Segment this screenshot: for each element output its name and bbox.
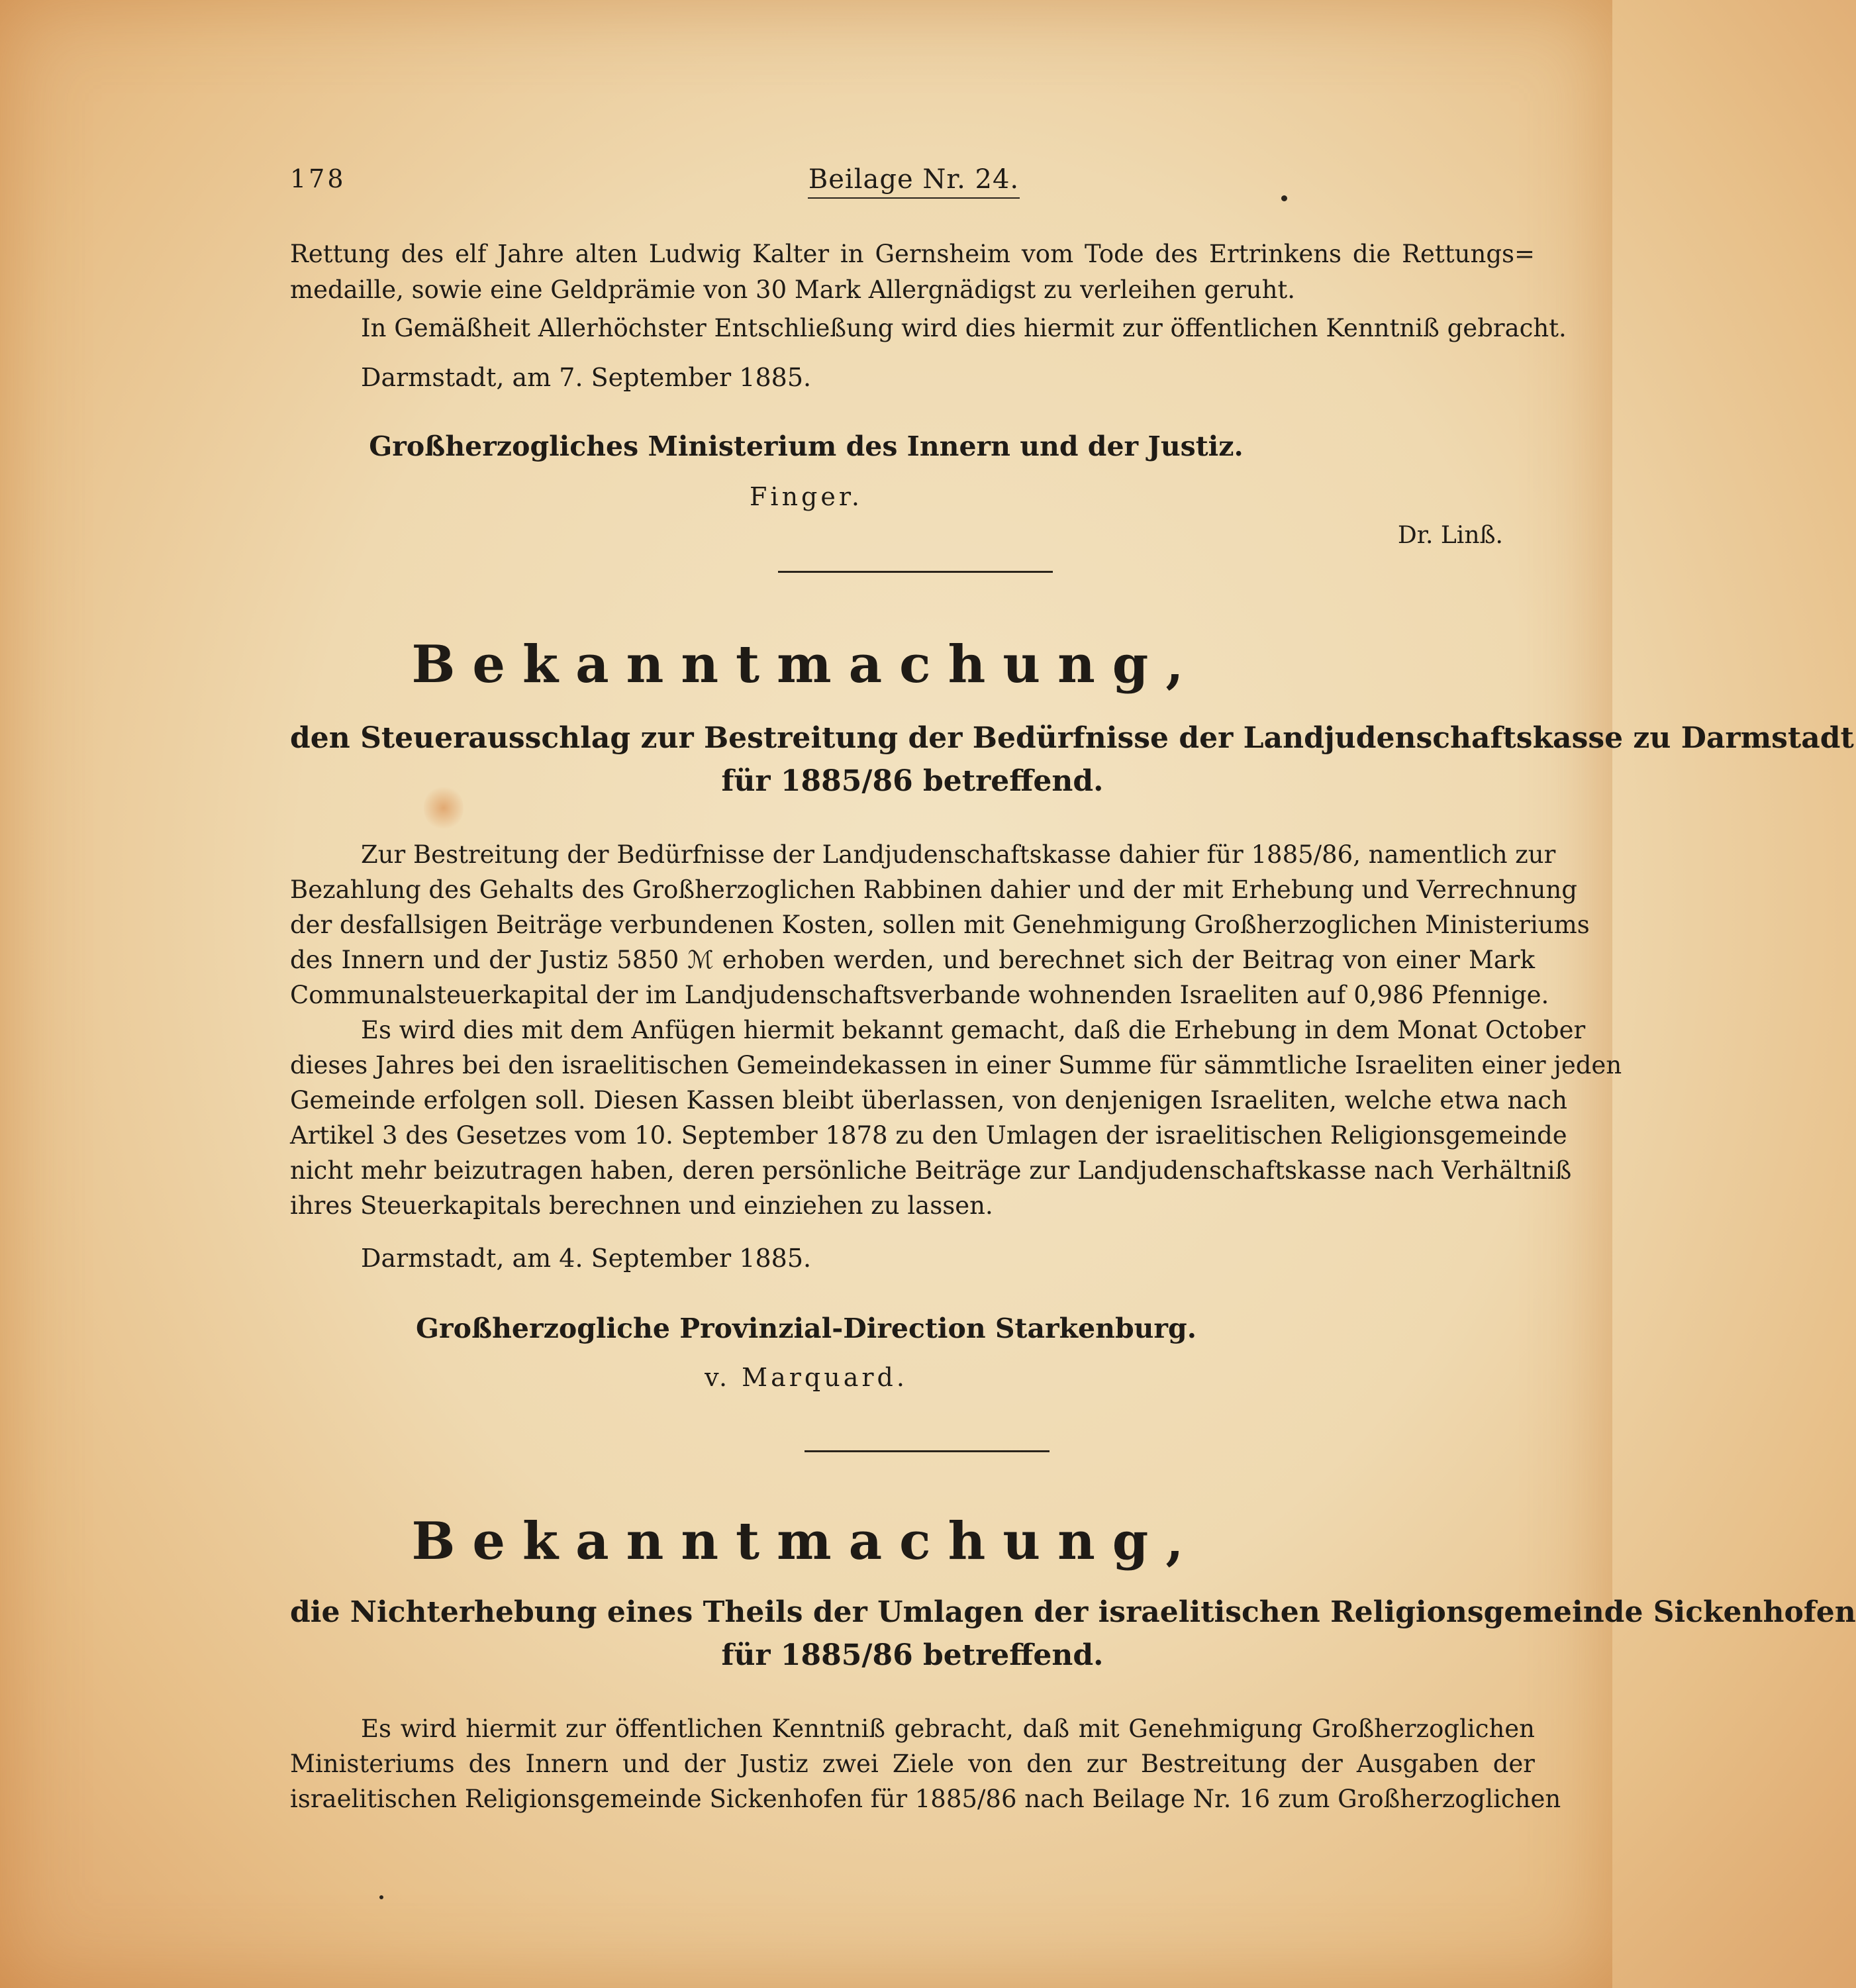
text-line: Bezahlung des Gehalts des Großherzoglichen Rabbinen dahier und der mit Erhebung und Verrechnung <box>290 875 1577 904</box>
countersignature: Dr. Linß. <box>1397 522 1503 549</box>
text-line: des Innern und der Justiz 5850 ℳ erhoben werden, und berechnet sich der Beitrag von einer Mark <box>290 946 1535 974</box>
text-line: Rettung des elf Jahre alten Ludwig Kalter in Gernsheim vom Tode des Ertrinkens die Rettungs= <box>290 240 1535 268</box>
ink-speck <box>379 1895 383 1899</box>
text-line: Artikel 3 des Gesetzes vom 10. September 1878 zu den Umlagen der israelitischen Religionsgemeinde <box>290 1121 1567 1150</box>
page-number: 178 <box>290 164 346 193</box>
ink-speck <box>1281 195 1287 201</box>
text-line: Communalsteuerkapital der im Landjudenschaftsverbande wohnenden Israeliten auf 0,986 Pfennige. <box>290 981 1549 1009</box>
text-line: Zur Bestreitung der Bedürfnisse der Landjudenschaftskasse dahier für 1885/86, namentlich zur <box>361 840 1556 869</box>
signature: Finger. <box>750 482 863 511</box>
text-line: israelitischen Religionsgemeinde Sickenhofen für 1885/86 nach Beilage Nr. 16 zum Großherzoglichen <box>290 1785 1561 1813</box>
section-divider <box>778 571 1053 573</box>
text-line: dieses Jahres bei den israelitischen Gemeindekassen in einer Summe für sämmtliche Israeliten einer jeden <box>290 1051 1622 1079</box>
notice-headline: Bekanntmachung, <box>411 634 1201 695</box>
text-line: der desfallsigen Beiträge verbundenen Kosten, sollen mit Genehmigung Großherzoglichen Ministeriums <box>290 911 1590 939</box>
text-line: ihres Steuerkapitals berechnen und einziehen zu lassen. <box>290 1191 993 1220</box>
section-divider <box>805 1450 1050 1452</box>
text-line: Ministeriums des Innern und der Justiz zwei Ziele von den zur Bestreitung der Ausgaben der <box>290 1750 1535 1778</box>
date-line: Darmstadt, am 4. September 1885. <box>361 1244 812 1273</box>
text-line: In Gemäßheit Allerhöchster Entschließung wird dies hiermit zur öffentlichen Kenntniß gebracht. <box>361 314 1567 342</box>
notice-subtitle: die Nichterhebung eines Theils der Umlagen der israelitischen Religionsgemeinde Sickenhofen <box>290 1595 1856 1629</box>
issuing-authority: Großherzogliches Ministerium des Innern und der Justiz. <box>369 430 1244 462</box>
text-line: Gemeinde erfolgen soll. Diesen Kassen bleibt überlassen, von denjenigen Israeliten, welche etwa nach <box>290 1086 1567 1115</box>
signature: v. Marquard. <box>705 1363 908 1392</box>
text-line: Es wird hiermit zur öffentlichen Kenntniß gebracht, daß mit Genehmigung Großherzoglichen <box>361 1715 1535 1743</box>
notice-subtitle: für 1885/86 betreffend. <box>721 764 1104 798</box>
notice-subtitle: den Steuerausschlag zur Bestreitung der Bedürfnisse der Landjudenschaftskasse zu Darmstadt <box>290 721 1854 755</box>
text-line: Es wird dies mit dem Anfügen hiermit bekannt gemacht, daß die Erhebung in dem Monat October <box>361 1016 1586 1044</box>
running-head: Beilage Nr. 24. <box>808 164 1020 199</box>
text-line: nicht mehr beizutragen haben, deren persönliche Beiträge zur Landjudenschaftskasse nach Verhältniß <box>290 1156 1572 1185</box>
text-line: medaille, sowie eine Geldprämie von 30 Mark Allergnädigst zu verleihen geruht. <box>290 275 1296 304</box>
issuing-authority: Großherzogliche Provinzial-Direction Starkenburg. <box>416 1313 1197 1344</box>
date-line: Darmstadt, am 7. September 1885. <box>361 363 812 392</box>
notice-subtitle: für 1885/86 betreffend. <box>721 1638 1104 1672</box>
notice-headline: Bekanntmachung, <box>411 1511 1201 1571</box>
